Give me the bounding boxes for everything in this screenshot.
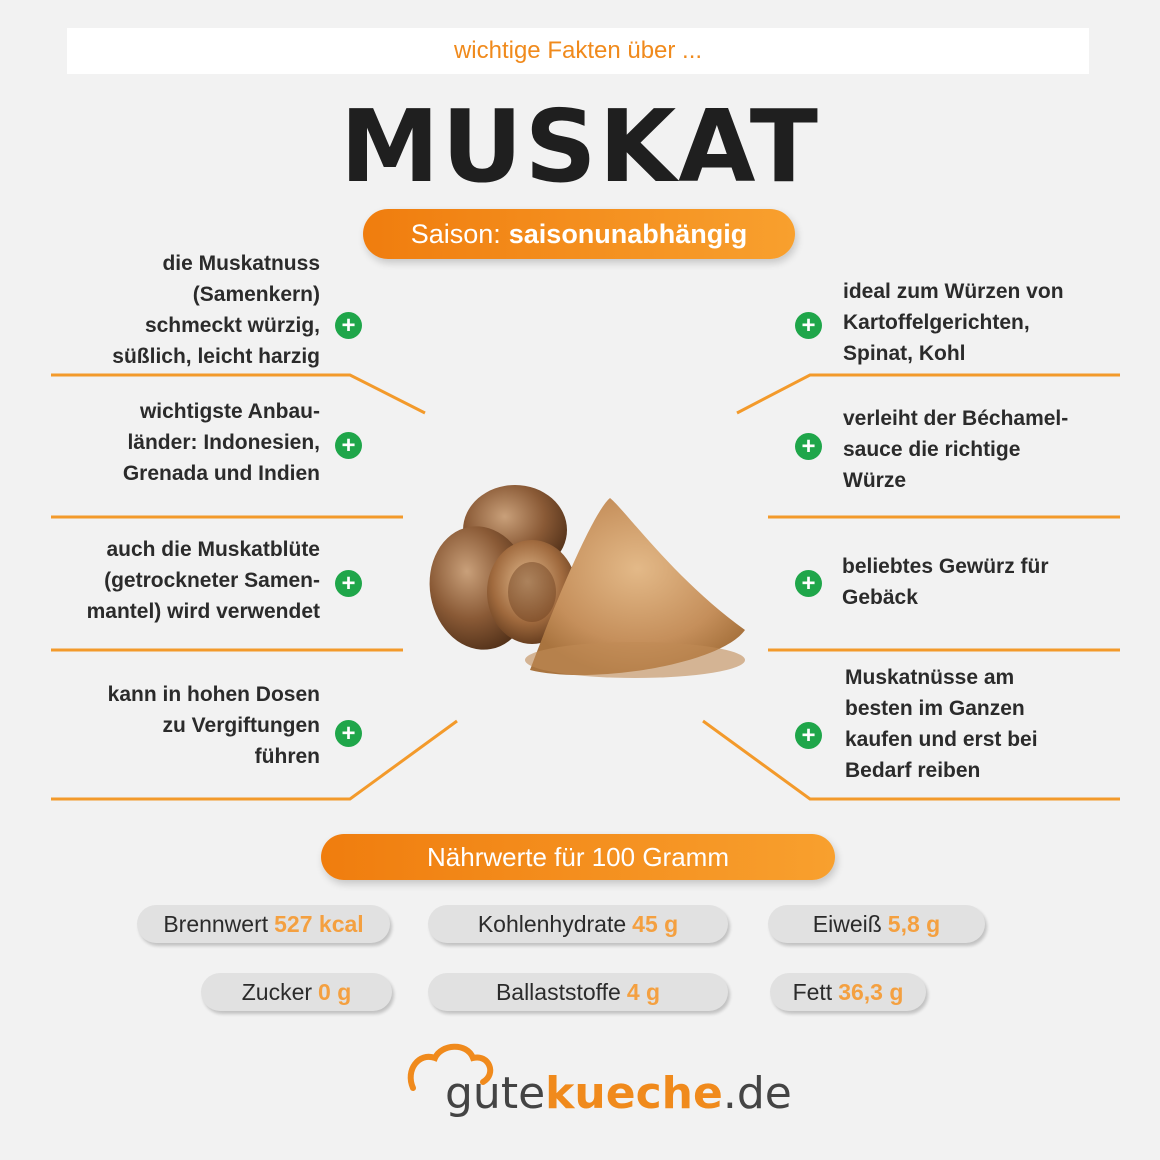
- plus-icon: +: [795, 722, 822, 749]
- fact-left-1: die Muskatnuss (Samenkern) schmeckt würzig, süßlich, leicht harzig: [112, 252, 320, 368]
- nutrition-badge-fett: Fett 36,3 g: [770, 973, 926, 1011]
- nutmeg-image: [420, 470, 760, 690]
- fact-right-3: beliebtes Gewürz für Gebäck: [842, 555, 1049, 609]
- plus-icon: +: [795, 433, 822, 460]
- fact-left-4: kann in hohen Dosen zu Vergiftungen führen: [107, 683, 320, 768]
- fact-left-3: auch die Muskatblüte (getrockneter Samen- mantel) wird verwendet: [86, 538, 320, 623]
- fact-right-1: ideal zum Würzen von Kartoffelgerichten, Spinat, Kohl: [843, 280, 1064, 365]
- plus-icon: +: [335, 720, 362, 747]
- plus-icon: +: [335, 432, 362, 459]
- nutrition-badge-kohlenhydrate: Kohlenhydrate 45 g: [428, 905, 728, 943]
- plus-icon: +: [795, 312, 822, 339]
- nutrition-badge-zucker: Zucker 0 g: [201, 973, 392, 1011]
- season-label: Saison:: [410, 218, 501, 249]
- nutrition-badge-eiweiss: Eiweiß 5,8 g: [768, 905, 985, 943]
- plus-icon: +: [335, 570, 362, 597]
- nutrition-badge-brennwert: Brennwert 527 kcal: [137, 905, 390, 943]
- fact-right-4: Muskatnüsse am besten im Ganzen kaufen und erst bei Bedarf reiben: [845, 666, 1038, 782]
- fact-right-2: verleiht der Béchamel- sauce die richtige Würze: [843, 407, 1069, 492]
- nutrition-badge-ballaststoffe: Ballaststoffe 4 g: [428, 973, 728, 1011]
- plus-icon: +: [335, 312, 362, 339]
- subtitle-text: wichtige Fakten über ...: [453, 37, 703, 64]
- fact-left-2: wichtigste Anbau- länder: Indonesien, Grenada und Indien: [122, 400, 320, 485]
- logo-text: gutekueche.de: [445, 1068, 792, 1119]
- brand-logo: [405, 1040, 792, 1120]
- season-value: saisonunabhängig: [508, 218, 748, 249]
- plus-icon: +: [795, 570, 822, 597]
- page-title: MUSKAT: [339, 88, 821, 205]
- nutrition-title: Nährwerte für 100 Gramm: [321, 834, 835, 880]
